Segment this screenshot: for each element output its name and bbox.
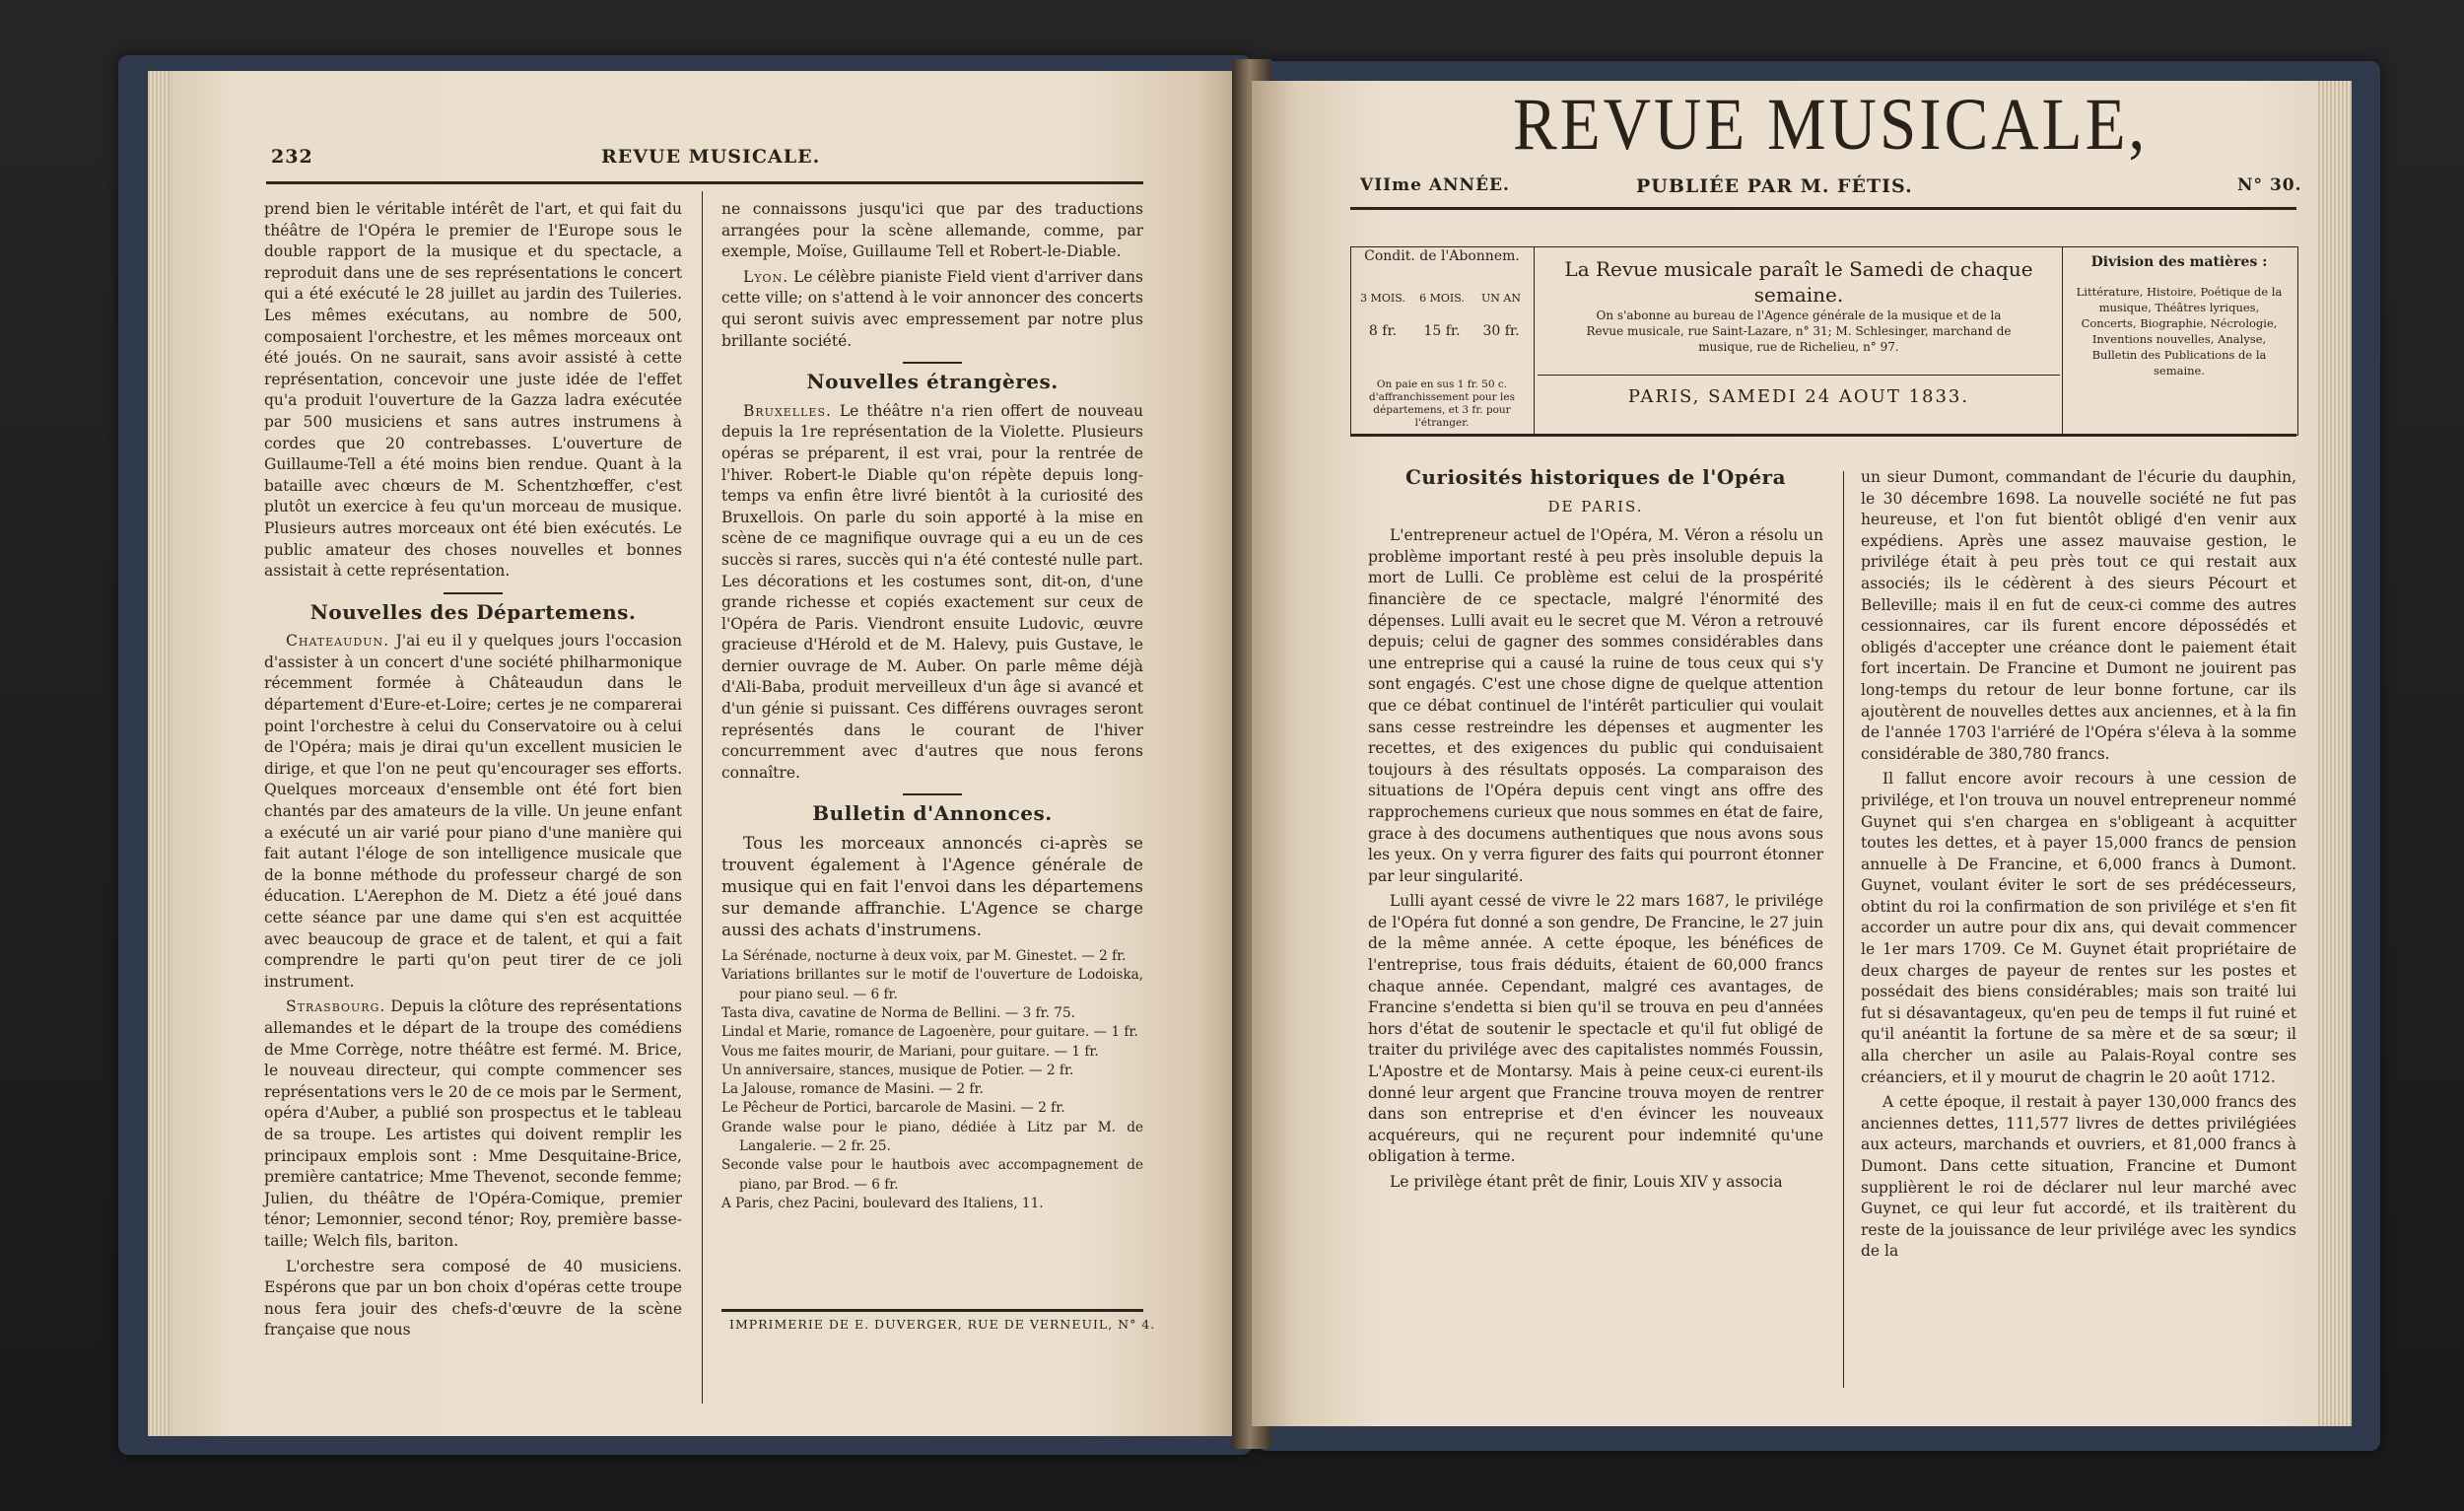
article-paragraph: un sieur Dumont, commandant de l'écurie du dauphin, le 30 décembre 1698. La nouvelle société ne fut pas heureuse, et l'on fut bientôt obligé d'en venir aux expédiens. Après une assez mauvaise gestion, le privilége était à peu près tout ce qui restait aux associés; ils le cédèrent à des sieurs Pécourt et Belleville; mais il en fut de ceux-ci comme des autres cessionnaires, car ils furent encore dépossédés et obligés d'accepter une créance dont le paiement était fort incertain. De Francine et Dumont ne jouirent pas long-temps du retour de leur bonne fortune, car ils ajoutèrent de nouvelles dettes aux anciennes, et à la fin de l'année 1703 l'arriéré de l'Opéra s'éleva à la somme considérable de 380,780 francs. — [1861, 468, 2296, 763]
article-subtitle: DE PARIS. — [1547, 497, 1644, 515]
list-item: Seconde valse pour le hautbois avec accompagnement de piano, par Brod. — 6 fr. — [721, 1157, 1143, 1193]
price-value: 30 fr. — [1482, 323, 1520, 339]
year-label: VIIme ANNÉE. — [1360, 175, 1510, 195]
list-item: Grande walse pour le piano, dédiée à Litz par M. de Langalerie. — 2 fr. 25. — [721, 1119, 1143, 1154]
section-title-bulletin: Bulletin d'Annonces. — [812, 801, 1053, 826]
section-separator — [444, 592, 503, 594]
masthead: REVUE MUSICALE, — [1513, 84, 2149, 166]
price-header: UN AN — [1481, 292, 1521, 305]
column-divider — [702, 191, 703, 1404]
section-separator — [903, 793, 962, 795]
panel-divider — [1534, 246, 1535, 434]
publisher-label: PUBLIÉE PAR M. FÉTIS. — [1636, 175, 1913, 197]
weekly-notice: La Revue musicale paraît le Samedi de chaque semaine. — [1564, 257, 2033, 307]
bruxelles-paragraph: Bruxelles. Le théâtre n'a rien offert de nouveau depuis la 1re représentation de la Violette. Plusieurs opéras se préparent, il est vrai, pour la rentrée de l'hiver. Robert-le Diable qu'on répète depuis long-temps va enfin être livré bientôt à la curiosité des Bruxellois. On parle du soin apporté à la mise en scène de ce magnifique ouvrage qui a eu un de ces succès si rares, succès qui n'a été contesté nulle part. Les décorations et les costumes sont, dit-on, d'une grande richesse et copiés exactement sur ceux de l'Opéra de Paris. Viendront ensuite Ludovic, œuvre gracieuse d'Hérold et de M. Halevy, puis Gustave, le dernier ouvrage de M. Auber. On parle même déjà d'Ali-Baba, produit merveilleux d'un âge si avancé et d'un génie si puissant. Ces différens ouvrages seront représentés dans le courant de l'hiver concurremment avec d'autres que nous ferons connaître. — [721, 401, 1144, 782]
bruxelles-lead: Bruxelles. — [743, 401, 832, 420]
header-rule — [266, 181, 1143, 184]
lyon-lead: Lyon. — [743, 267, 789, 286]
right-page-edges — [2316, 81, 2352, 1426]
right-page — [1252, 81, 2351, 1426]
article-paragraph: Lulli ayant cessé de vivre le 22 mars 1687, le privilége de l'Opéra fut donné a son gendre, De Francine, le 27 juin de la même année. A cette époque, les bénéfices de l'entreprise, tous frais déduits, étaient de 60,000 francs chaque année. Cependant, malgré ces avantages, de Francine s'endetta si bien qu'il se trouva en peu d'années hors d'état de soutenir le spectacle et qu'il fut obligé de traiter du privilége avec des capitalistes nommés Foussin, L'Apostre et de Montarsy. Mais à peine ceux-ci eurent-ils donné leur argent que Francine trouva moyen de rentrer dans son entreprise et d'en évincer les nouveaux acquéreurs, qui ne reçurent pour indemnité qu'une obligation à terme. — [1368, 892, 1823, 1166]
subscription-address: On s'abonne au bureau de l'Agence générale de la musique et de la Revue musicale, rue Saint-Lazare, n° 31; M. Schlesinger, marchand de musique, rue de Richelieu, n° 97. — [1586, 309, 2012, 354]
list-item: Un anniversaire, stances, musique de Potier. — 2 fr. — [721, 1062, 1074, 1078]
price-value: 15 fr. — [1423, 323, 1461, 339]
running-head: REVUE MUSICALE. — [601, 146, 821, 168]
list-item: Variations brillantes sur le motif de l'ouverture de Lodoiska, pour piano seul. — 6 fr. — [721, 967, 1143, 1002]
right-column-2 — [1861, 467, 2296, 1267]
left-column-2 — [721, 199, 1143, 1213]
concert-paragraph: prend bien le véritable intérêt de l'art, et qui fait du théâtre de l'Opéra le premier de l'Europe sous le double rapport de la musique et du spectacle, a reproduit dans une de ses représentations le concert qui a été exécuté le 28 juillet au jardin des Tuileries. Les mêmes exécutans, au nombre de 500, composaient l'orchestre, et les mêmes morceaux ont été joués. On ne saurait, sans avoir assisté à cette représentation, concevoir une juste idée de l'effet qu'a produit l'ouverture de la Gazza ladra exécutée par 500 musiciens et sans autres instrumens à cordes que 20 contrebasses. L'ouverture de Guillaume-Tell a été moins bien rendue. Quant à la bataille avec chœurs de M. Schentzhœffer, c'est plutôt un exercice à feu qu'un morceau de musique. Plusieurs autres morceaux ont été bien exécutés. Le public amateur des choses nouvelles et bonnes assistait à cette représentation. — [264, 200, 682, 581]
division-title: Division des matières : — [2090, 254, 2268, 270]
chateaudun-paragraph: Chateaudun. J'ai eu il y quelques jours l'occasion d'assister à un concert d'une société philharmonique récemment formée à Châteaudun dans le département d'Eure-et-Loire; certes je ne comparerai point l'orchestre à celui du Conservatoire ou à celui de l'Opéra; mais je dirai qu'un excellent musicien le dirige, et que l'on ne peut qu'encourager ses efforts. Quelques morceaux d'ensemble ont été fort bien chantés par des amateurs de la ville. Un jeune enfant a exécuté un air varié pour piano d'une manière qui fait autant l'éloge de son intelligence musicale que de la bonne méthode du professeur chargé de son éducation. L'Aerephon de M. Dietz a été joué dans cette séance par une dame qui s'en est acquittée avec beaucoup de grace et de talent, et qui a fait comprendre le parti qu'on peut tirer de ce joli instrument. — [264, 632, 682, 991]
column-divider — [1843, 471, 1844, 1388]
list-item: La Sérénade, nocturne à deux voix, par M. Ginestet. — 2 fr. — [721, 948, 1127, 965]
postage-note: On paie en sus 1 fr. 50 c. d'affranchissement pour les départemens, et 3 fr. pour l'étranger. — [1369, 378, 1515, 429]
section-title-etrangeres: Nouvelles étrangères. — [806, 370, 1059, 394]
price-header: 3 MOIS. — [1360, 292, 1405, 305]
section-title-departemens: Nouvelles des Départemens. — [309, 599, 637, 624]
dateline: PARIS, SAMEDI 24 AOUT 1833. — [1627, 386, 1970, 407]
list-item: La Jalouse, romance de Masini. — 2 fr. — [721, 1081, 984, 1098]
right-column-1 — [1368, 467, 1823, 1198]
imprint: IMPRIMERIE DE E. DUVERGER, RUE DE VERNEUIL, N° 4. — [729, 1317, 1156, 1332]
left-page — [148, 71, 1242, 1436]
list-item: Lindal et Marie, romance de Lagoenère, pour guitare. — 1 fr. — [721, 1024, 1138, 1041]
header-rule — [1350, 434, 2296, 437]
chateaudun-lead: Chateaudun. — [286, 632, 390, 651]
strasbourg-paragraph: Strasbourg. Depuis la clôture des représentations allemandes et le départ de la troupe des comédiens de Mme Corrège, notre théâtre est fermé. M. Brice, le nouveau directeur, qui compte commencer ses représentations vers le 20 de ce mois par le Serment, opéra d'Auber, a publié son prospectus et le tableau de sa troupe. Les artistes qui doivent remplir les principaux emplois sont : Mme Desquitaine-Brice, première cantatrice; Mme Thevenot, seconde femme; Julien, du théâtre de l'Opéra-Comique, premier ténor; Lemonnier, second ténor; Roy, première basse-taille; Welch fils, bariton. — [264, 997, 682, 1250]
panel-divider — [2062, 246, 2063, 434]
section-separator — [903, 362, 962, 364]
article-paragraph: A cette époque, il restait à payer 130,000 francs des anciennes dettes, 111,577 livres de dettes privilégiées aux acteurs, marchands et ouvriers, et 81,000 francs à Dumont. Dans cette situation, Francine et Dumont supplièrent le roi de déclarer nul leur marché avec Guynet, ce qui leur fut accordé, et ils traitèrent du reste de la jouissance de leur privilége avec les syndics de la — [1861, 1093, 2296, 1261]
list-item: Le Pêcheur de Portici, barcarole de Masini. — 2 fr. — [721, 1100, 1065, 1117]
bulletin-intro: Tous les morceaux annoncés ci-après se trouvent également à l'Agence générale de musique qui en fait l'envoi dans les départemens sur demande affranchie. L'Agence se charge aussi des achats d'instrumens. — [721, 834, 1143, 941]
article-paragraph: Il fallut encore avoir recours à une cession de privilége, et l'on trouva un nouvel entrepreneur nommé Guynet qui s'en chargea en s'obligeant à acquitter toutes les dettes, et à payer 15,000 francs de pension annuelle à De Francine, et 6,000 francs à Dumont. Guynet, voulant éviter le sort de ses prédécesseurs, obtint du roi la confirmation de son privilége et s'en fit accorder un autre pour dix ans, qui devait commencer le 1er mars 1709. Ce M. Guynet était propriétaire de deux charges de payeur de rentes sur les postes et possédait des biens considérables; mais son traité lui fut si désavantageux, qu'en peu de temps il fut ruiné et qu'il anéantit la fortune de sa mère et de sa sœur; il alla chercher un asile au Palais-Royal contre ses créanciers, et il y mourut de chagrin le 20 août 1712. — [1861, 770, 2296, 1086]
article-title: Curiosités historiques de l'Opéra — [1404, 465, 1787, 489]
continuation-paragraph: ne connaissons jusqu'ici que par des traductions arrangées pour la scène allemande, comme, par exemple, Moïse, Guillaume Tell et Robert-le-Diable. — [721, 200, 1143, 261]
list-item: Tasta diva, cavatine de Norma de Bellini. — 3 fr. 75. — [721, 1004, 1075, 1021]
page-number: 232 — [271, 146, 313, 168]
dateline-rule — [1538, 375, 2060, 376]
strasbourg-lead: Strasbourg. — [286, 997, 386, 1016]
list-item: Vous me faites mourir, de Mariani, pour guitare. — 1 fr. — [721, 1043, 1099, 1060]
imprint-rule — [721, 1309, 1143, 1312]
article-paragraph: Le privilège étant prêt de finir, Louis XIV y associa — [1390, 1173, 1783, 1191]
left-column-1 — [264, 199, 682, 1345]
masthead-rule — [1350, 207, 2296, 210]
orchestre-paragraph: L'orchestre sera composé de 40 musiciens. Espérons que par un bon choix d'opéras cette troupe nous fera jouir des chefs-d'œuvre de la scène française que nous — [264, 1257, 682, 1339]
article-paragraph: L'entrepreneur actuel de l'Opéra, M. Véron a résolu un problème important resté à peu près insoluble depuis la mort de Lulli. Ce problème est celui de la prospérité financière de ce spectacle, malgré l'énormité des dépenses. Lulli avait eu le secret que M. Véron a retrouvé depuis; celui de gagner des sommes considérables dans une entreprise qui a causé la ruine de tous ceux qui s'y sont engagés. C'est une chose digne de quelque attention que ce débat continuel de l'intérêt particulier qui voulait sans cesse restreindre les dépenses et augmenter les recettes, et des exigences du public qui conduisaient toujours à des résultats opposés. La comparaison des situations de l'Opéra depuis cent vingt ans offre des rapprochemens curieux que nous sommes en état de faire, grace à des documens authentiques que nous avons sous les yeux. On y verra figurer des faits qui pourront étonner par leur singularité. — [1368, 526, 1823, 885]
price-value: 8 fr. — [1368, 323, 1398, 339]
annonces-list — [721, 947, 1143, 1213]
left-page-edges — [148, 71, 170, 1436]
lyon-paragraph: Lyon. Le célèbre pianiste Field vient d'arriver dans cette ville; on s'attend à le voir annoncer des concerts qui seront suivis avec empressement par notre plus brillante société. — [721, 267, 1143, 350]
subscription-title: Condit. de l'Abonnem. — [1364, 248, 1520, 264]
list-item: A Paris, chez Pacini, boulevard des Italiens, 11. — [721, 1195, 1044, 1211]
division-list: Littérature, Histoire, Poétique de la musique, Théâtres lyriques, Concerts, Biographie, Nécrologie, Inventions nouvelles, Analyse, Bulletin des Publications de la semaine. — [2076, 285, 2283, 378]
issue-number: N° 30. — [2237, 175, 2302, 195]
price-header: 6 MOIS. — [1419, 292, 1465, 305]
